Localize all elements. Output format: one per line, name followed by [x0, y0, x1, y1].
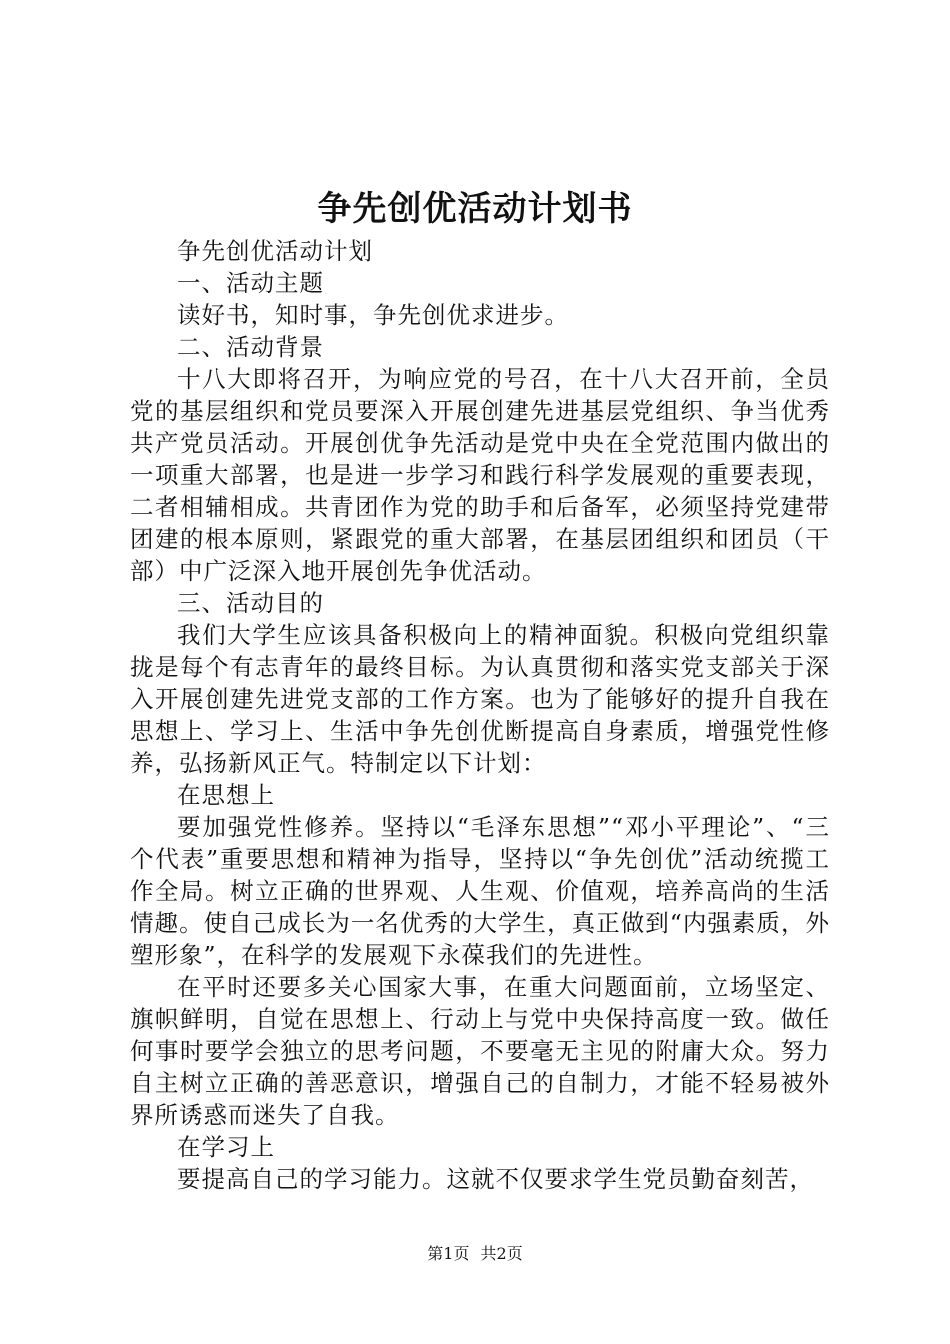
page-footer	[0, 1243, 950, 1265]
paragraph: 读好书，知时事，争先创优求进步。	[177, 301, 569, 329]
paragraph: 要加强党性修养。坚持以“毛泽东思想”“邓小平理论”、“三个代表”重要思想和精神为指导，坚持以“争先创优”活动统揽工作全局。树立正确的世界观、人生观、价值观，培养高尚的生活情趣。使自己成长为一名优秀的大学生，真正做到“内强素质，外塑形象”，在科学的发展观下永葆我们的先进性。	[130, 813, 830, 969]
page-number-current: 第1页	[427, 1244, 470, 1263]
paragraph: 我们大学生应该具备积极向上的精神面貌。积极向党组织靠拢是每个有志青年的最终目标。为认真贯彻和落实党支部关于深入开展创建先进党支部的工作方案。也为了能够好的提升自我在思想上、学习上、生活中争先创优断提高自身素质，增强党性修养，弘扬新风正气。特制定以下计划：	[130, 621, 830, 777]
section-heading-theme: 一、活动主题	[177, 269, 324, 297]
subheading-thought: 在思想上	[177, 781, 275, 809]
paragraph: 要提高自己的学习能力。这就不仅要求学生党员勤奋刻苦，	[177, 1165, 814, 1193]
subheading-study: 在学习上	[177, 1133, 275, 1161]
section-heading-purpose: 三、活动目的	[177, 589, 324, 617]
section-heading-background: 二、活动背景	[177, 333, 324, 361]
document-title: 争先创优活动计划书	[317, 189, 633, 229]
paragraph-heading: 争先创优活动计划	[177, 237, 373, 265]
document-body	[130, 235, 830, 1195]
paragraph: 在平时还要多关心国家大事，在重大问题面前，立场坚定、旗帜鲜明，自觉在思想上、行动上与党中央保持高度一致。做任何事时要学会独立的思考问题，不要毫无主见的附庸大众。努力自主树立正确的善恶意识，增强自己的自制力，才能不轻易被外界所诱惑而迷失了自我。	[130, 973, 830, 1129]
paragraph: 十八大即将召开，为响应党的号召，在十八大召开前，全员党的基层组织和党员要深入开展创建先进基层党组织、争当优秀共产党员活动。开展创优争先活动是党中央在全党范围内做出的一项重大部署，也是进一步学习和践行科学发展观的重要表现，二者相辅相成。共青团作为党的助手和后备军，必须坚持党建带团建的根本原则，紧跟党的重大部署，在基层团组织和团员（干部）中广泛深入地开展创先争优活动。	[130, 365, 830, 585]
page-number-total: 共2页	[480, 1244, 523, 1263]
